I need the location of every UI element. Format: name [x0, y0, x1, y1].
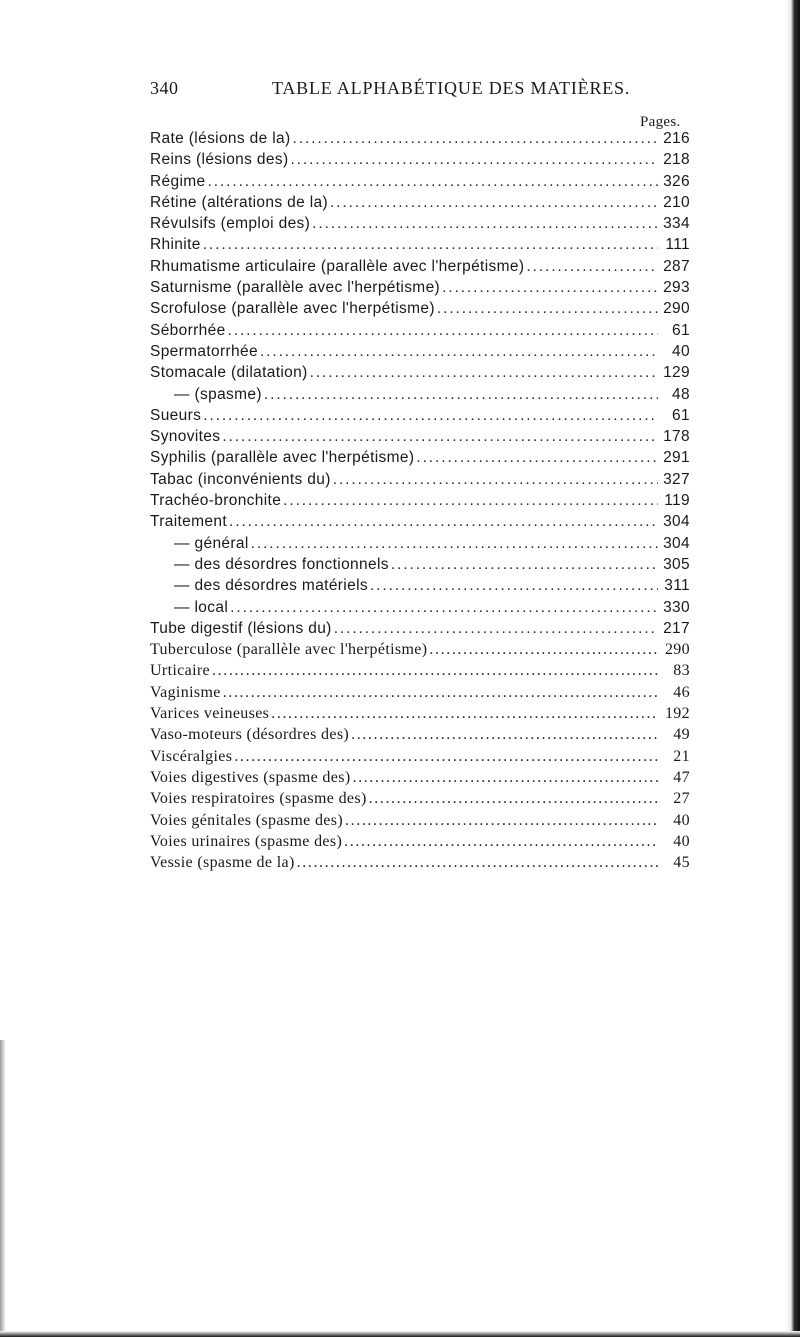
- entry-page-number: 61: [672, 406, 690, 424]
- entry-term: Saturnisme (parallèle avec l'herpétisme): [150, 279, 441, 297]
- dot-leader: [345, 810, 658, 831]
- dot-leader: [223, 682, 658, 703]
- dot-leader: [228, 320, 658, 341]
- dot-leader: [290, 149, 658, 170]
- entry-page-number: 111: [665, 236, 690, 254]
- dot-leader: [416, 447, 658, 468]
- entry-term: Traitement: [150, 513, 228, 531]
- index-entry: [150, 149, 690, 170]
- index-entry: [150, 405, 690, 426]
- entry-page-number: 290: [664, 641, 690, 659]
- entry-term: Synovites: [150, 428, 221, 446]
- index-entry: [150, 746, 690, 767]
- entry-page-number: 210: [663, 193, 690, 211]
- dot-leader: [203, 234, 658, 255]
- dot-leader: [229, 511, 658, 532]
- entry-page-number: 290: [663, 300, 690, 318]
- running-header: [150, 78, 631, 108]
- index-entry: [150, 511, 690, 532]
- index-entry: [150, 384, 690, 405]
- entry-page-number: 46: [673, 683, 690, 701]
- pages-column-label: Pages.: [640, 114, 681, 130]
- entry-page-number: 40: [673, 832, 690, 850]
- dot-leader: [334, 618, 658, 639]
- index-entry: [150, 660, 690, 681]
- entry-term: Vaginisme: [150, 683, 221, 701]
- entry-term: Syphilis (parallèle avec l'herpétisme): [150, 449, 415, 467]
- index-entry: [150, 639, 690, 660]
- index-entry: [150, 341, 690, 362]
- index-entry: [150, 298, 690, 319]
- dot-leader: [234, 746, 658, 767]
- index-entry: [150, 682, 690, 703]
- entry-term: Spermatorrhée: [150, 342, 258, 360]
- page-edge-shadow: [786, 0, 800, 1337]
- entry-term: Reins (lésions des): [150, 151, 289, 169]
- entry-term: Stomacale (dilatation): [150, 364, 308, 382]
- entry-term: Sueurs: [150, 406, 202, 424]
- entry-term: Scrofulose (parallèle avec l'herpétisme): [150, 300, 435, 318]
- index-entry: [150, 426, 690, 447]
- index-entry: [150, 171, 690, 192]
- entry-term: — (spasme): [174, 385, 262, 403]
- dot-leader: [222, 426, 658, 447]
- index-entry: [150, 362, 690, 383]
- dot-leader: [330, 192, 658, 213]
- dot-leader: [344, 831, 658, 852]
- entry-page-number: 287: [663, 257, 690, 275]
- dot-leader: [230, 597, 658, 618]
- index-entry: [150, 703, 690, 724]
- entry-page-number: 61: [672, 321, 690, 339]
- entry-page-number: 293: [663, 279, 690, 297]
- entry-page-number: 304: [663, 534, 690, 552]
- page-bottom-shadow: [0, 1331, 800, 1337]
- entry-term: Régime: [150, 172, 206, 190]
- dot-leader: [442, 277, 658, 298]
- index-entry: [150, 810, 690, 831]
- index-entry: [150, 256, 690, 277]
- index-entry: [150, 533, 690, 554]
- dot-leader: [429, 639, 658, 660]
- index-entry: [150, 128, 690, 149]
- entry-term: Séborrhée: [150, 321, 226, 339]
- index-entry: [150, 788, 690, 809]
- index-entry: [150, 724, 690, 745]
- entry-page-number: 192: [664, 705, 690, 723]
- index-entry: [150, 831, 690, 852]
- index-entry: [150, 213, 690, 234]
- entry-page-number: 40: [672, 342, 690, 360]
- entry-term: Voies génitales (spasme des): [150, 811, 344, 829]
- index-entry: [150, 469, 690, 490]
- entry-page-number: 21: [673, 747, 690, 765]
- entry-term: Viscéralgies: [150, 747, 233, 765]
- entry-term: Vaso-moteurs (désordres des): [150, 726, 350, 744]
- index-entry: [150, 575, 690, 596]
- entry-page-number: 217: [663, 619, 690, 637]
- index-entry: [150, 490, 690, 511]
- entry-page-number: 119: [664, 492, 690, 510]
- dot-leader: [391, 554, 658, 575]
- dot-leader: [351, 724, 658, 745]
- page-left-shadow: [0, 1040, 6, 1337]
- entry-page-number: 27: [673, 790, 690, 808]
- entry-page-number: 327: [663, 470, 690, 488]
- dot-leader: [310, 362, 658, 383]
- dot-leader: [208, 171, 658, 192]
- entry-page-number: 304: [663, 513, 690, 531]
- dot-leader: [251, 533, 658, 554]
- entry-page-number: 291: [663, 449, 690, 467]
- index-entry: [150, 618, 690, 639]
- dot-leader: [260, 341, 658, 362]
- index-entry: [150, 192, 690, 213]
- entry-term: Voies respiratoires (spasme des): [150, 790, 367, 808]
- entry-page-number: 218: [663, 151, 690, 169]
- dot-leader: [333, 469, 658, 490]
- entry-page-number: 129: [663, 364, 690, 382]
- dot-leader: [353, 767, 659, 788]
- entry-term: — des désordres matériels: [174, 577, 368, 595]
- index-entry: [150, 277, 690, 298]
- index-entry: [150, 554, 690, 575]
- index-entry: [150, 597, 690, 618]
- dot-leader: [437, 298, 658, 319]
- entry-term: Urticaire: [150, 662, 211, 680]
- dot-leader: [370, 575, 658, 596]
- index-list: [150, 128, 690, 873]
- index-entry: [150, 320, 690, 341]
- page-title: TABLE ALPHABÉTIQUE DES MATIÈRES.: [272, 78, 631, 98]
- dot-leader: [312, 213, 658, 234]
- entry-term: Voies digestives (spasme des): [150, 768, 351, 786]
- entry-term: Tabac (inconvénients du): [150, 470, 331, 488]
- entry-page-number: 83: [673, 662, 690, 680]
- entry-page-number: 334: [663, 215, 690, 233]
- index-entry: [150, 234, 690, 255]
- entry-page-number: 311: [664, 577, 690, 595]
- entry-term: Révulsifs (emploi des): [150, 215, 311, 233]
- entry-term: Rate (lésions de la): [150, 130, 291, 147]
- entry-term: Rhumatisme articulaire (parallèle avec l'herpétisme): [150, 257, 525, 275]
- entry-page-number: 326: [663, 172, 690, 190]
- dot-leader: [526, 256, 658, 277]
- index-entry: [150, 447, 690, 468]
- entry-page-number: 216: [663, 130, 690, 147]
- dot-leader: [271, 703, 658, 724]
- dot-leader: [293, 128, 658, 149]
- dot-leader: [203, 405, 658, 426]
- entry-page-number: 40: [673, 811, 690, 829]
- entry-page-number: 47: [673, 768, 690, 786]
- entry-term: Rétine (altérations de la): [150, 193, 328, 211]
- entry-term: Rhinite: [150, 236, 201, 254]
- entry-page-number: 49: [673, 726, 690, 744]
- entry-page-number: 48: [672, 385, 690, 403]
- entry-term: Voies urinaires (spasme des): [150, 832, 343, 850]
- entry-page-number: 178: [663, 428, 690, 446]
- index-entry: [150, 852, 690, 873]
- page-number: 340: [150, 78, 179, 98]
- dot-leader: [369, 788, 658, 809]
- dot-leader: [297, 852, 658, 873]
- entry-page-number: 305: [663, 555, 690, 573]
- entry-term: Tube digestif (lésions du): [150, 619, 332, 637]
- entry-term: Vessie (spasme de la): [150, 854, 295, 872]
- entry-page-number: 330: [663, 598, 690, 616]
- entry-term: — local: [174, 598, 229, 616]
- index-entry: [150, 767, 690, 788]
- entry-term: — général: [174, 534, 249, 552]
- dot-leader: [283, 490, 658, 511]
- dot-leader: [212, 660, 658, 681]
- entry-term: Trachéo-bronchite: [150, 492, 282, 510]
- entry-page-number: 45: [673, 854, 690, 872]
- entry-term: Varices veineuses: [150, 705, 270, 723]
- entry-term: — des désordres fonctionnels: [174, 555, 389, 573]
- dot-leader: [264, 384, 658, 405]
- entry-term: Tuberculose (parallèle avec l'herpétisme): [150, 641, 428, 659]
